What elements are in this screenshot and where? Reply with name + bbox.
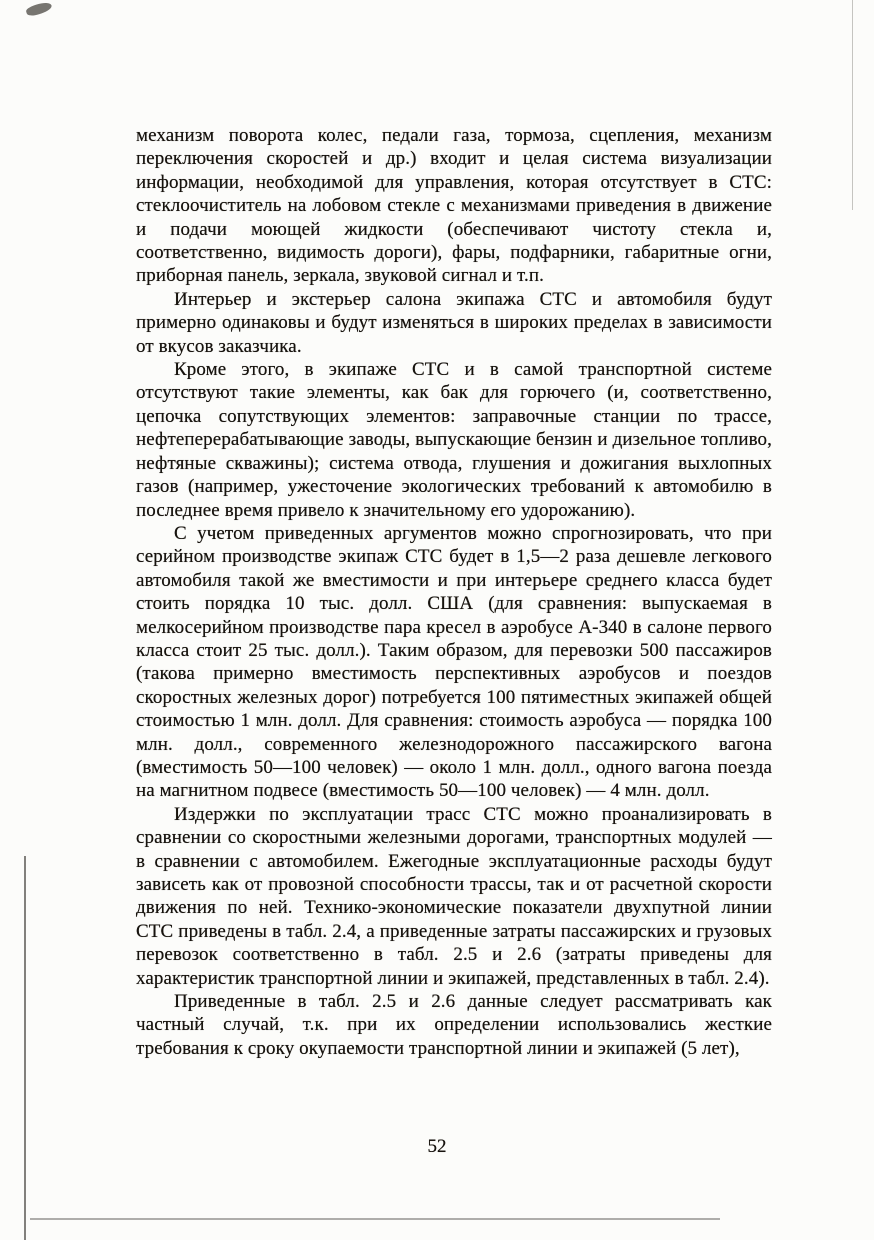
paragraph: Приведенные в табл. 2.5 и 2.6 данные следует рассматривать как частный случай, т.к. при их определении использовались жесткие требования к сроку окупаемости транспортной линии и экипажей (5 лет),	[136, 991, 772, 1059]
text-block	[136, 124, 772, 1060]
scan-left-edge-artifact	[24, 856, 26, 1240]
scan-right-edge-artifact	[852, 0, 853, 210]
scan-bottom-edge-artifact	[30, 1218, 720, 1220]
paragraph: Интерьер и экстерьер салона экипажа СТС и автомобиля будут примерно одинаковы и будут изменяться в широких пределах в зависимости от вкусов заказчика.	[136, 288, 772, 357]
page-number: 52	[427, 1136, 447, 1157]
paragraph: Кроме этого, в экипаже СТС и в самой транспортной системе отсутствуют такие элементы, как бак для горючего (и, соответственно, цепочка сопутствующих элементов: заправочные станции по трассе, нефтеперерабатывающие заводы, выпускающие бензин и дизельное топливо, нефтяные скважины); система отвода, глушения и дожигания выхлопных газов (например, ужесточение экологических требований к автомобилю в последнее время привело к значительному его удорожанию).	[136, 359, 772, 521]
paragraph-continuation: механизм поворота колес, педали газа, тормоза, сцепления, механизм переключения скоростей и др.) входит и целая система визуализации информации, необходимой для управления, которая отсутствует в СТС: стеклоочиститель на лобовом стекле с механизмами приведения в движение и подачи моющей жидкости (обеспечивают чистоту стекла и, соответственно, видимость дороги), фары, подфарники, габаритные огни, приборная панель, зеркала, звуковой сигнал и т.п.	[136, 125, 772, 287]
paragraph: С учетом приведенных аргументов можно спрогнозировать, что при серийном производстве экипаж СТС будет в 1,5—2 раза дешевле легкового автомобиля такой же вместимости и при интерьере среднего класса будет стоить порядка 10 тыс. долл. США (для сравнения: выпускаемая в мелкосерийном производстве пара кресел в аэробусе А-340 в салоне первого класса стоит 25 тыс. долл.). Таким образом, для перевозки 500 пассажиров (такова примерно вместимость перспективных аэробусов и поездов скоростных железных дорог) потребуется 100 пятиместных экипажей общей стоимостью 1 млн. долл. Для сравнения: стоимость аэробуса — порядка 100 млн. долл., современного железнодорожного пассажирского вагона (вместимость 50—100 человек) — около 1 млн. долл., одного вагона поезда на магнитном подвесе (вместимость 50—100 человек) — 4 млн. долл.	[136, 522, 772, 802]
scan-corner-artifact	[25, 0, 53, 18]
paragraph: Издержки по эксплуатации трасс СТС можно проанализировать в сравнении со скоростными железными дорогами, транспортных модулей — в сравнении с автомобилем. Ежегодные эксплуатационные расходы будут зависеть как от провозной способности трассы, так и от расчетной скорости движения по ней. Технико-экономические показатели двухпутной линии СТС приведены в табл. 2.4, а приведенные затраты пассажирских и грузовых перевозок соответственно в табл. 2.5 и 2.6 (затраты приведены для характеристик транспортной линии и экипажей, представленных в табл. 2.4).	[136, 803, 772, 989]
